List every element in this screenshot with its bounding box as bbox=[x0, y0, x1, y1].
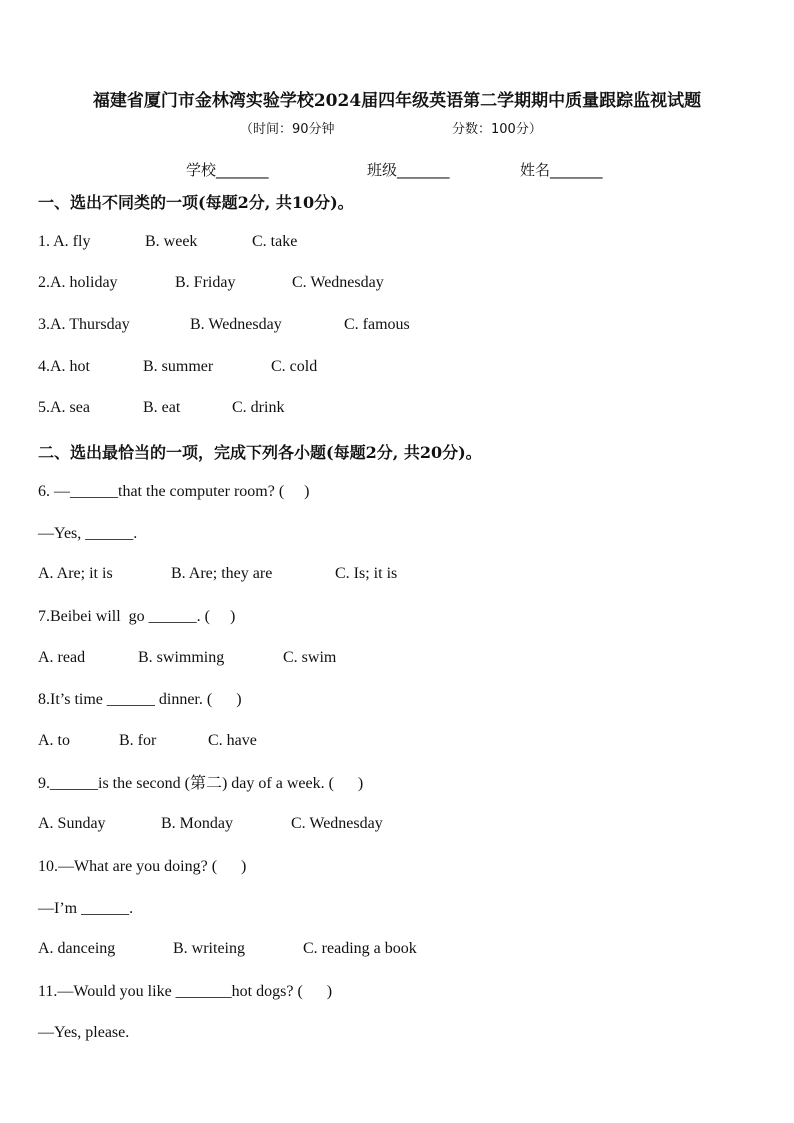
option-c[interactable]: C. reading a book bbox=[303, 940, 417, 957]
option-c[interactable]: C. drink bbox=[232, 399, 285, 416]
question-6-answer: —Yes, ______. bbox=[38, 525, 138, 542]
option-c[interactable]: C. cold bbox=[271, 358, 318, 375]
question-8-stem: 8.It’s time ______ dinner. ( ) bbox=[38, 691, 242, 708]
section-1-heading: 一、选出不同类的一项(每题2分, 共10分)。 bbox=[38, 193, 354, 212]
option-a[interactable]: 1. A. fly bbox=[38, 233, 91, 250]
question-6-stem: 6. —______that the computer room? ( ) bbox=[38, 483, 310, 500]
question-10-stem: 10.—What are you doing? ( ) bbox=[38, 858, 247, 875]
option-a[interactable]: A. danceing bbox=[38, 940, 116, 957]
exam-score: 分数：100分） bbox=[452, 122, 542, 137]
school-field[interactable]: 学校_______ bbox=[186, 161, 269, 179]
section-2-heading: 二、选出最恰当的一项，完成下列各小题(每题2分, 共20分)。 bbox=[38, 443, 482, 462]
option-b[interactable]: B. writeing bbox=[173, 940, 245, 957]
option-a[interactable]: 2.A. holiday bbox=[38, 274, 118, 291]
option-c[interactable]: C. famous bbox=[344, 316, 410, 333]
question-11-stem: 11.—Would you like _______hot dogs? ( ) bbox=[38, 983, 333, 1000]
option-b[interactable]: B. swimming bbox=[138, 649, 225, 666]
question-10-answer: —I’m ______. bbox=[38, 900, 134, 917]
option-b[interactable]: B. week bbox=[145, 233, 198, 250]
option-c[interactable]: C. have bbox=[208, 732, 257, 749]
exam-time: （时间：90分钟 bbox=[240, 122, 335, 137]
option-a[interactable]: A. read bbox=[38, 649, 86, 666]
option-a[interactable]: 4.A. hot bbox=[38, 358, 90, 375]
question-9-stem: 9.______is the second (第二) day of a week. ( ) bbox=[38, 775, 364, 792]
option-c[interactable]: C. swim bbox=[283, 649, 337, 666]
name-field[interactable]: 姓名_______ bbox=[520, 161, 603, 179]
exam-title: 福建省厦门市金林湾实验学校2024届四年级英语第二学期期中质量跟踪监视试题 bbox=[92, 91, 702, 111]
option-c[interactable]: C. Wednesday bbox=[291, 815, 383, 832]
option-b[interactable]: B. Wednesday bbox=[190, 316, 282, 333]
option-a[interactable]: 3.A. Thursday bbox=[38, 316, 130, 333]
option-a[interactable]: A. to bbox=[38, 732, 70, 749]
option-b[interactable]: B. for bbox=[119, 732, 157, 749]
question-11-answer: —Yes, please. bbox=[38, 1024, 130, 1041]
question-7-stem: 7.Beibei will go ______. ( ) bbox=[38, 608, 236, 625]
option-a[interactable]: A. Are; it is bbox=[38, 565, 113, 582]
option-b[interactable]: B. eat bbox=[143, 399, 181, 416]
option-c[interactable]: C. Wednesday bbox=[292, 274, 384, 291]
class-field[interactable]: 班级_______ bbox=[367, 161, 450, 179]
option-b[interactable]: B. summer bbox=[143, 358, 214, 375]
option-b[interactable]: B. Monday bbox=[161, 815, 233, 832]
option-b[interactable]: B. Friday bbox=[175, 274, 236, 291]
option-b[interactable]: B. Are; they are bbox=[171, 565, 273, 582]
option-a[interactable]: 5.A. sea bbox=[38, 399, 90, 416]
option-c[interactable]: C. Is; it is bbox=[335, 565, 398, 582]
option-c[interactable]: C. take bbox=[252, 233, 298, 250]
option-a[interactable]: A. Sunday bbox=[38, 815, 106, 832]
